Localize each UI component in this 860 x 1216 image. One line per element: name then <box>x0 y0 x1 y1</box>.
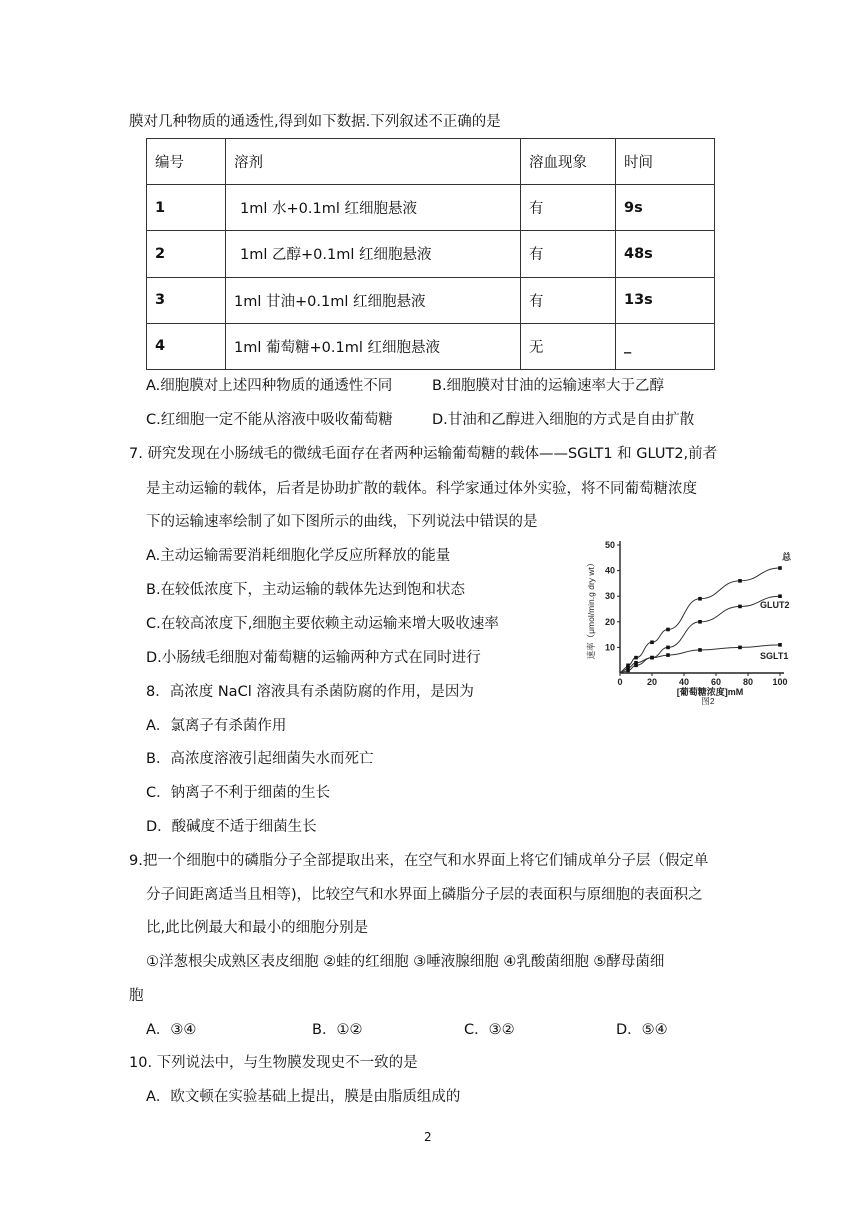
q7-option-d: D.小肠绒毛细胞对葡萄糖的运输两种方式在同时进行 <box>146 650 481 666</box>
q10-stem: 10. 下列说法中，与生物膜发现史不一致的是 <box>129 1055 418 1071</box>
q7-option-c: C.在较高浓度下,细胞主要依赖主动运输来增大吸收速率 <box>146 616 499 632</box>
table-cell: 无 <box>521 323 616 369</box>
results-table <box>146 138 715 370</box>
table-header: 溶剂 <box>226 139 521 185</box>
data-point <box>626 666 630 670</box>
table-cell: 3 <box>147 277 226 323</box>
x-tick-label: 100 <box>772 677 788 687</box>
table-cell: 1ml 乙醇+0.1ml 红细胞悬液 <box>226 231 521 277</box>
intro-text: 膜对几种物质的通透性,得到如下数据.下列叙述不正确的是 <box>129 114 501 130</box>
table-row <box>147 323 715 369</box>
q6-option-c: C.红细胞一定不能从溶液中吸收葡萄糖 <box>146 412 393 428</box>
data-point <box>698 648 702 652</box>
data-point <box>666 653 670 657</box>
data-point <box>738 646 742 650</box>
q7-option-b: B.在较低浓度下，主动运输的载体先达到饱和状态 <box>146 582 466 598</box>
q6-option-d: D.甘油和乙醇进入细胞的方式是自由扩散 <box>432 412 695 428</box>
data-point <box>666 628 670 632</box>
q9-stem-line2: 分子间距离适当且相等)，比较空气和水界面上磷脂分子层的表面积与原细胞的表面积之 <box>146 887 703 903</box>
x-tick-label: 60 <box>710 677 722 687</box>
page-number: 2 <box>424 1130 432 1144</box>
table-row <box>147 277 715 323</box>
q9-option-a: A．③④ <box>146 1022 197 1038</box>
table-cell: _ <box>616 323 715 369</box>
table-header: 溶血现象 <box>521 139 616 185</box>
q9-items-cont: 胞 <box>129 988 144 1004</box>
data-point <box>738 579 742 583</box>
table-header-row <box>147 139 715 185</box>
q9-option-c: C．③② <box>464 1022 515 1038</box>
y-tick-label: 50 <box>604 540 615 550</box>
data-point <box>698 597 702 601</box>
table-row <box>147 185 715 231</box>
q7-option-a: A.主动运输需要消耗细胞化学反应所释放的能量 <box>146 548 451 564</box>
table-cell: 48s <box>616 231 715 277</box>
x-tick-label: 0 <box>617 677 623 687</box>
table-cell: 1 <box>147 185 226 231</box>
q10-option-a: A．欧文顿在实验基础上提出，膜是由脂质组成的 <box>146 1089 461 1105</box>
series-label: 总 <box>782 552 792 563</box>
q9-stem-line1: 9.把一个细胞中的磷脂分子全部提取出来，在空气和水界面上将它们铺成单分子层（假定单 <box>129 853 709 869</box>
q9-items: ①洋葱根尖成熟区表皮细胞 ②蛙的红细胞 ③唾液腺细胞 ④乳酸菌细胞 ⑤酵母菌细 <box>146 954 665 970</box>
q9-option-d: D．⑤④ <box>616 1022 668 1038</box>
table-cell: 有 <box>521 231 616 277</box>
q8-option-a: A．氯离子有杀菌作用 <box>146 718 287 734</box>
q7-stem-line2: 是主动运输的载体，后者是协助扩散的载体。科学家通过体外实验，将不同葡萄糖浓度 <box>146 481 697 497</box>
y-tick-label: 20 <box>604 616 615 627</box>
table-cell: 4 <box>147 323 226 369</box>
series-label: GLUT2 <box>760 600 790 611</box>
q9-stem-line3: 比,此比例最大和最小的细胞分别是 <box>146 920 369 936</box>
y-tick-label: 40 <box>604 565 615 576</box>
x-tick-label: 80 <box>742 677 754 687</box>
series-label: SGLT1 <box>760 650 789 661</box>
table-cell: 2 <box>147 231 226 277</box>
data-point <box>634 661 638 665</box>
q8-option-c: C．钠离子不利于细菌的生长 <box>146 785 331 801</box>
data-point <box>698 620 702 624</box>
x-tick-label: 40 <box>678 677 690 687</box>
table-cell: 1ml 葡萄糖+0.1ml 红细胞悬液 <box>226 323 521 369</box>
q7-stem-line1: 7. 研究发现在小肠绒毛的微绒毛面存在者两种运输葡萄糖的载体——SGLT1 和 GLUT2,前者 <box>129 446 718 462</box>
x-tick-label: 20 <box>646 677 658 687</box>
table-cell: 有 <box>521 277 616 323</box>
data-point <box>778 643 782 647</box>
q8-stem: 8．高浓度 NaCl 溶液具有杀菌防腐的作用，是因为 <box>146 684 474 700</box>
data-point <box>666 646 670 650</box>
q8-option-b: B．高浓度溶液引起细菌失水而死亡 <box>146 751 374 767</box>
series-line <box>620 596 780 673</box>
table-cell: 13s <box>616 277 715 323</box>
data-point <box>778 566 782 570</box>
data-point <box>778 594 782 598</box>
q6-option-b: B.细胞膜对甘油的运输速率大于乙醇 <box>432 378 665 394</box>
x-axis-label: [葡萄糖浓度]mM <box>676 687 744 697</box>
table-cell: 9s <box>616 185 715 231</box>
data-point <box>650 640 654 644</box>
figure-caption: 图2 <box>701 696 715 705</box>
q7-stem-line3: 下的运输速率绘制了如下图所示的曲线，下列说法中错误的是 <box>146 514 538 530</box>
y-axis-label: 速率（μmol/min.g dry wt） <box>586 558 596 660</box>
table-cell: 1ml 水+0.1ml 红细胞悬液 <box>226 185 521 231</box>
table-row <box>147 231 715 277</box>
table-cell: 有 <box>521 185 616 231</box>
y-tick-label: 10 <box>604 642 615 653</box>
table-header: 编号 <box>147 139 226 185</box>
transport-rate-chart <box>582 533 800 705</box>
y-tick-label: 30 <box>604 591 615 602</box>
data-point <box>738 605 742 609</box>
data-point <box>650 656 654 660</box>
q8-option-d: D．酸碱度不适于细菌生长 <box>146 819 317 835</box>
q6-option-a: A.细胞膜对上述四种物质的通透性不同 <box>146 378 393 394</box>
data-point <box>634 656 638 660</box>
table-cell: 1ml 甘油+0.1ml 红细胞悬液 <box>226 277 521 323</box>
q9-option-b: B．①② <box>312 1022 363 1038</box>
table-header: 时间 <box>616 139 715 185</box>
